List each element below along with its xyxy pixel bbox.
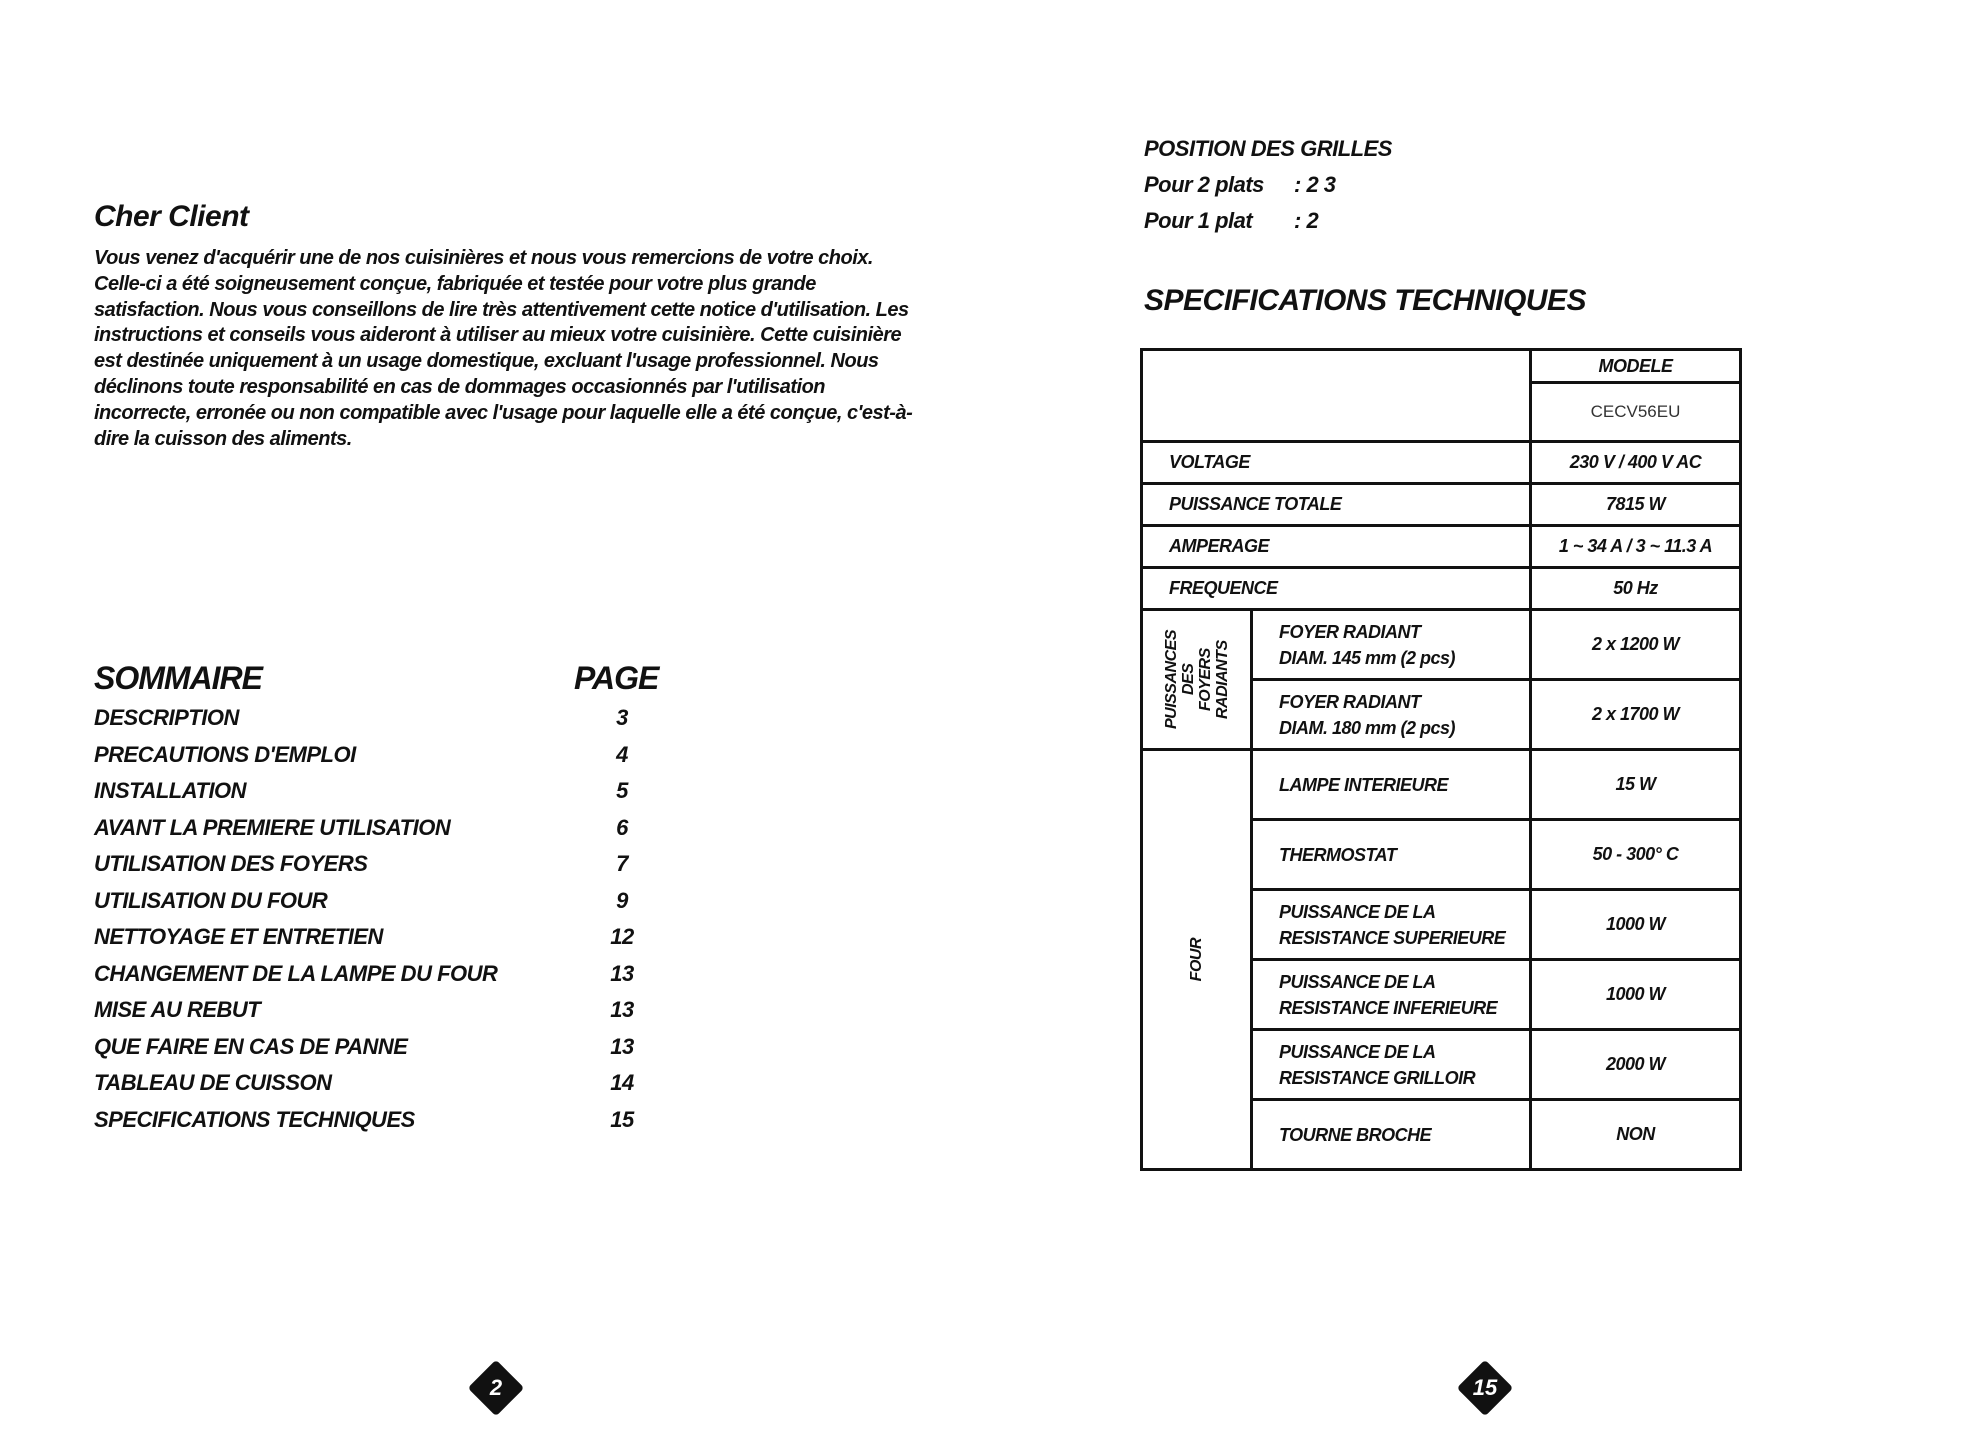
spec-title: SPECIFICATIONS TECHNIQUES (1144, 284, 1586, 317)
greeting-body: Vous venez d'acquérir une de nos cuisinières et nous vous remercions de votre choix. Celle-ci a été soigneusement conçue, fabriquée et testée pour votre plus grande satisfaction. Nous vous conseillons de lire très attentivement cette notice d'utilisation. Les instructions et conseils vous aideront à utiliser au mieux votre cuisinière. Cette cuisinière est destinée uniquement à un usage domestique, excluant l'usage professionnel. Nous déclinons toute responsabilité en cas de dommages occasionnés par l'utilisation incorrecte, erronée ou non compatible avec l'usage pour laquelle elle a été conçue, c'est-à-dire la cuisson des aliments. (94, 247, 913, 450)
spec-label: FREQUENCE (1142, 568, 1531, 610)
right-page (982, 0, 1965, 1436)
toc-item (94, 888, 654, 925)
toc-item-label: SPECIFICATIONS TECHNIQUES (94, 1106, 415, 1132)
spec-header-blank (1142, 350, 1531, 442)
page-number-badge (1457, 1360, 1514, 1417)
toc-item-page: 3 (616, 705, 628, 730)
toc-item-page: 6 (616, 814, 628, 840)
spec-row (1142, 750, 1741, 820)
page-number: 2 (489, 1375, 503, 1400)
toc-item-label: AVANT LA PREMIERE UTILISATION (94, 814, 451, 840)
spec-header-row (1142, 350, 1741, 383)
toc-item-page: 13 (610, 960, 634, 986)
spec-label: PUISSANCE TOTALE (1142, 484, 1531, 526)
grilles-value: : 2 (1294, 208, 1319, 233)
toc-item-label: PRECAUTIONS D'EMPLOI (94, 741, 356, 767)
spec-label: FOYER RADIANT DIAM. 180 mm (2 pcs) (1252, 680, 1531, 750)
toc-item-page: 15 (610, 1106, 634, 1132)
spec-value: 1000 W (1531, 960, 1741, 1030)
toc-item (94, 961, 654, 998)
toc-item-page: 4 (616, 741, 628, 767)
greeting-title: Cher Client (94, 200, 249, 233)
toc-item-label: TABLEAU DE CUISSON (94, 1070, 332, 1095)
toc-item-page: 5 (616, 778, 628, 803)
toc-item-label: NETTOYAGE ET ENTRETIEN (94, 924, 383, 949)
spec-value: 2 x 1700 W (1531, 680, 1741, 750)
spec-row (1142, 484, 1741, 526)
spec-row (1142, 610, 1741, 680)
toc-item (94, 1070, 654, 1107)
spec-value: 2000 W (1531, 1030, 1741, 1100)
grilles-value: : 2 3 (1294, 172, 1336, 197)
grilles-label: Pour 1 plat (1144, 208, 1253, 233)
page-number: 15 (1472, 1375, 1498, 1400)
toc-title: SOMMAIRE (94, 660, 262, 696)
spec-row (1142, 526, 1741, 568)
toc-item-label: DESCRIPTION (94, 705, 239, 730)
grilles-section (1144, 136, 1392, 244)
toc-item-page: 13 (610, 997, 634, 1022)
grilles-label: Pour 2 plats (1144, 172, 1264, 197)
toc-header (94, 660, 659, 700)
spec-value: 1000 W (1531, 890, 1741, 960)
spec-value: 15 W (1531, 750, 1741, 820)
spec-group-label (1142, 610, 1252, 750)
toc-item (94, 997, 654, 1034)
spec-label: THERMOSTAT (1252, 820, 1531, 890)
spec-row (1142, 442, 1741, 484)
spec-label: PUISSANCE DE LA RESISTANCE INFERIEURE (1252, 960, 1531, 1030)
toc-item (94, 705, 654, 742)
toc-item-label: CHANGEMENT DE LA LAMPE DU FOUR (94, 960, 498, 986)
toc-item-label: UTILISATION DU FOUR (94, 887, 328, 913)
toc-page-label: PAGE (574, 660, 659, 696)
model-name: CECV56EU (1531, 383, 1741, 442)
spec-label: FOYER RADIANT DIAM. 145 mm (2 pcs) (1252, 610, 1531, 680)
toc-item-page: 14 (610, 1070, 634, 1095)
toc-item-label: MISE AU REBUT (94, 997, 261, 1022)
left-page (0, 0, 982, 1436)
toc-item-page: 12 (610, 924, 634, 949)
toc-item-page: 7 (616, 851, 628, 876)
spec-value: NON (1531, 1100, 1741, 1170)
spec-label: PUISSANCE DE LA RESISTANCE GRILLOIR (1252, 1030, 1531, 1100)
spec-value: 2 x 1200 W (1531, 610, 1741, 680)
spec-row (1142, 568, 1741, 610)
toc-item (94, 815, 654, 852)
grilles-row (1144, 172, 1392, 208)
toc-item-page: 9 (616, 887, 628, 913)
spec-group-text: PUISSANCES DES FOYERS RADIANTS (1162, 629, 1231, 730)
toc-item-label: UTILISATION DES FOYERS (94, 851, 368, 876)
spec-value: 230 V / 400 V AC (1531, 442, 1741, 484)
page-number-badge (468, 1360, 525, 1417)
spec-value: 50 Hz (1531, 568, 1741, 610)
toc-item (94, 778, 654, 815)
spec-label: VOLTAGE (1142, 442, 1531, 484)
toc-item (94, 742, 654, 779)
toc-item-label: QUE FAIRE EN CAS DE PANNE (94, 1033, 408, 1059)
spec-value: 50 - 300° C (1531, 820, 1741, 890)
toc-item (94, 1107, 654, 1144)
spec-label: AMPERAGE (1142, 526, 1531, 568)
toc-item (94, 851, 654, 888)
grilles-title: POSITION DES GRILLES (1144, 136, 1392, 161)
spec-value: 7815 W (1531, 484, 1741, 526)
toc-item (94, 1034, 654, 1071)
toc-item-label: INSTALLATION (94, 778, 247, 803)
spec-group-label (1142, 750, 1252, 1170)
spec-table (1140, 348, 1742, 1171)
toc-list (94, 705, 654, 1143)
toc-item-page: 13 (610, 1033, 634, 1059)
spec-value: 1 ~ 34 A / 3 ~ 11.3 A (1531, 526, 1741, 568)
spec-label: TOURNE BROCHE (1252, 1100, 1531, 1170)
model-header: MODELE (1531, 350, 1741, 383)
spec-group-text: FOUR (1188, 937, 1205, 982)
toc-item (94, 924, 654, 961)
spec-label: LAMPE INTERIEURE (1252, 750, 1531, 820)
grilles-row (1144, 208, 1392, 244)
spec-label: PUISSANCE DE LA RESISTANCE SUPERIEURE (1252, 890, 1531, 960)
